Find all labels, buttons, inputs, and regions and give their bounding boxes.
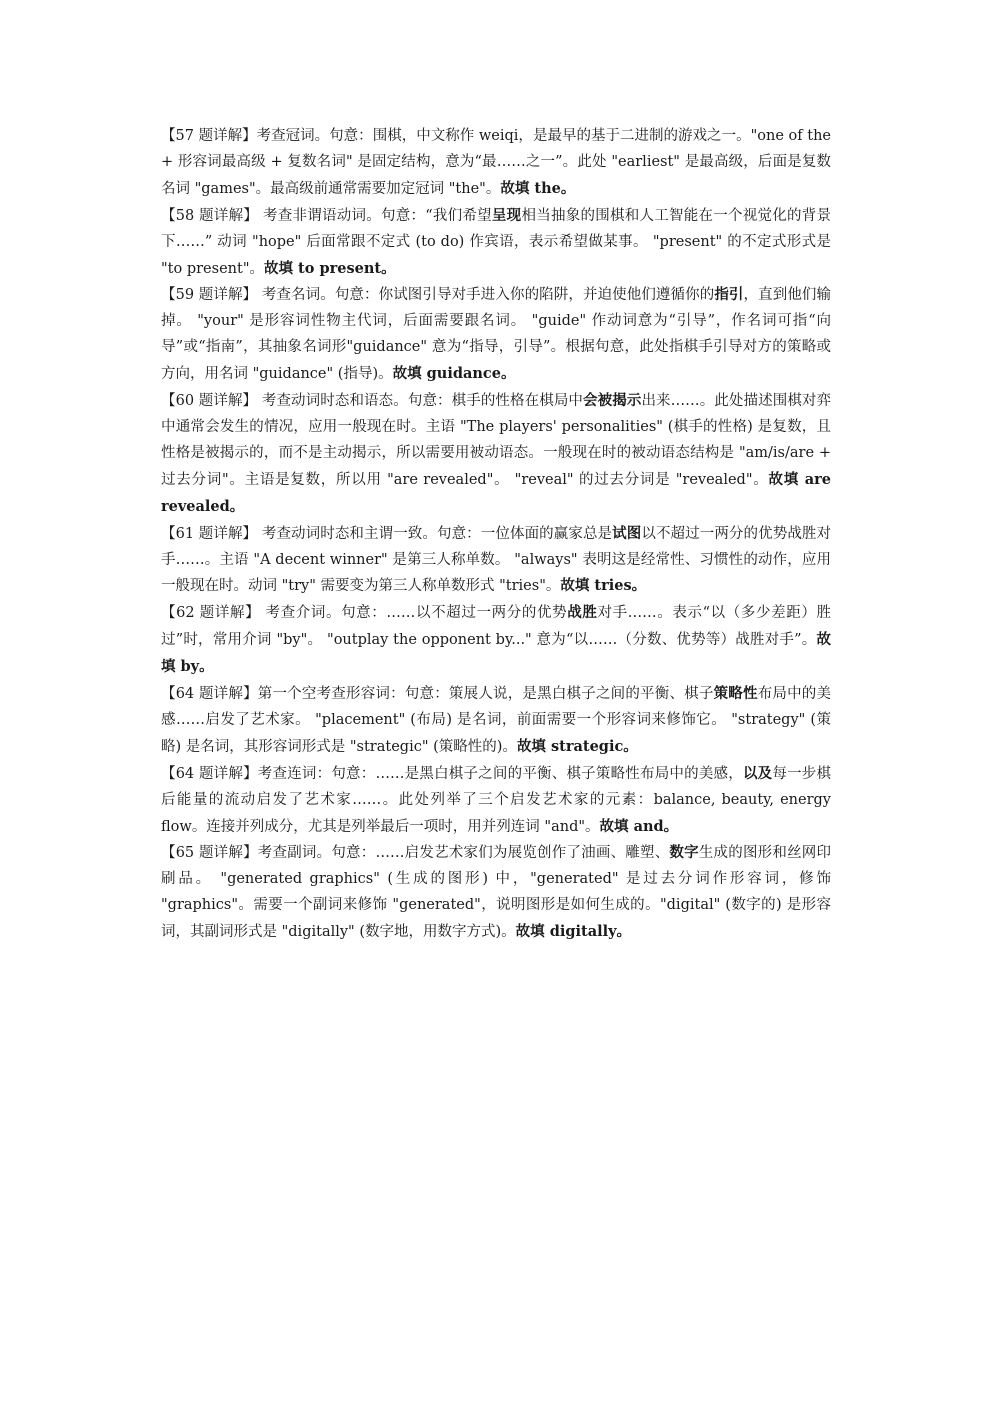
explanation-text: 【60 题详解】 考查动词时态和语态。句意：棋手的性格在棋局中 xyxy=(161,393,584,410)
explanation-62 xyxy=(161,600,831,681)
bold-answer-text: 数字 xyxy=(669,844,699,862)
bold-answer-text: 以及 xyxy=(742,764,773,782)
bold-answer-text: 故填 digitally。 xyxy=(515,923,632,941)
explanation-text: 【62 题详解】 考查介词。句意：……以不超过一两分的优势 xyxy=(161,605,568,622)
explanation-text: ，直到他们输掉。 "your" 是形容词性物主代词，后面需要跟名词。 "guide" 作动词意为“引导”，作名词可指“向导”或“指南”，其抽象名词形"guidance" 意为“指导，引导”。根据句意，此处指棋手引导对方的策略或方向，用名词 "guidance" (指导)。 xyxy=(161,287,832,383)
bold-answer-text: 故填 guidance。 xyxy=(392,365,516,383)
bold-answer-text: 故填 the。 xyxy=(500,179,576,197)
explanation-text: 【65 题详解】考查副词。句意：……启发艺术家们为展览创作了油画、雕塑、 xyxy=(161,845,670,862)
bold-answer-text: 故填 by。 xyxy=(161,631,831,676)
explanation-text: 【57 题详解】考查冠词。句意：围棋，中文称作 weiqi，是最早的基于二进制的游戏之一。"one of the + 形容词最高级 + 复数名词" 是固定结构，意为“最……之一”。此处 "earliest" 是最高级，后面是复数名词 "games"。最高级前通常需要加定冠词 "the"。 xyxy=(161,128,831,197)
explanation-text: 相当抽象的围棋和人工智能在一个视觉化的背景下……” 动词 "hope" 后面常跟不定式 (to do) 作宾语，表示希望做某事。 "present" 的不定式形式是 "to present"。 xyxy=(161,207,832,277)
explanation-61 xyxy=(161,521,831,601)
bold-answer-text: 故填 and。 xyxy=(599,817,679,835)
bold-answer-text: 故填 tries。 xyxy=(560,577,647,595)
bold-answer-text: 故填 are revealed。 xyxy=(161,470,831,515)
explanation-60 xyxy=(161,388,831,521)
bold-answer-text: 指引 xyxy=(714,286,744,304)
explanation-64a xyxy=(161,681,831,761)
answer-explanations xyxy=(161,124,831,946)
bold-answer-text: 试图 xyxy=(612,524,642,542)
explanation-57 xyxy=(161,124,831,203)
bold-answer-text: 会被揭示 xyxy=(583,392,642,410)
bold-answer-text: 战胜 xyxy=(567,604,598,622)
bold-answer-text: 策略性 xyxy=(713,685,758,703)
explanation-text: 生成的图形和丝网印刷品。 "generated graphics" (生成的图形) 中，"generated" 是过去分词作形容词，修饰 "graphics"。需要一个副词来修饰 "generated"，说明图形是如何生成的。"digital" (数字的) 是形容词，其副词形式是 "digitally" (数字地，用数字方式)。 xyxy=(161,845,832,941)
explanation-text: 布局中的美感……启发了艺术家。 "placement" (布局) 是名词，前面需要一个形容词来修饰它。 "strategy" (策略) 是名词，其形容词形式是 "strategic" (策略性的)。 xyxy=(161,686,831,755)
bold-answer-text: 呈现 xyxy=(491,206,522,224)
explanation-text: 以不超过一两分的优势战胜对手……。主语 "A decent winner" 是第三人称单数。 "always" 表明这是经常性、习惯性的动作，应用一般现在时。动词 "try" 需要变为第三人称单数形式 "tries"。 xyxy=(161,525,832,595)
explanation-text: 对手……。表示“以（多少差距）胜过”时，常用介词 "by"。 "outplay the opponent by..." 意为“以……（分数、优势等）战胜对手”。 xyxy=(161,605,832,649)
explanation-text: 【64 题详解】第一个空考查形容词：句意：策展人说，是黑白棋子之间的平衡、棋子 xyxy=(161,686,714,703)
explanation-65 xyxy=(161,840,831,946)
explanation-text: 出来……。此处描述围棋对弈中通常会发生的情况，应用一般现在时。主语 "The players' personalities" (棋手的性格) 是复数，且性格是被揭示的，而不是主动揭示，所以需要用被动语态。一般现在时的被动语态结构是 "am/is/are + 过去分词"。主语是复数，所以用 "are revealed"。 "reveal" 的过去分词是 "revealed"。 xyxy=(161,393,832,488)
explanation-text: 【59 题详解】 考查名词。句意：你试图引导对手进入你的陷阱，并迫使他们遵循你的 xyxy=(161,287,715,304)
bold-answer-text: 故填 to present。 xyxy=(264,259,396,277)
explanation-text: 【64 题详解】考查连词：句意：……是黑白棋子之间的平衡、棋子策略性布局中的美感， xyxy=(161,765,743,782)
explanation-text: 【58 题详解】 考查非谓语动词。句意：“我们希望 xyxy=(161,207,492,224)
explanation-64b xyxy=(161,761,831,841)
explanation-59 xyxy=(161,282,831,388)
explanation-text: 【61 题详解】 考查动词时态和主谓一致。句意：一位体面的赢家总是 xyxy=(161,525,613,542)
explanation-text: 每一步棋后能量的流动启发了艺术家……。此处列举了三个启发艺术家的元素：balance, beauty, energy flow。连接并列成分，尤其是列举最后一项时，用并列连词 "and"。 xyxy=(161,765,832,835)
explanation-58 xyxy=(161,203,831,283)
bold-answer-text: 故填 strategic。 xyxy=(516,737,638,755)
